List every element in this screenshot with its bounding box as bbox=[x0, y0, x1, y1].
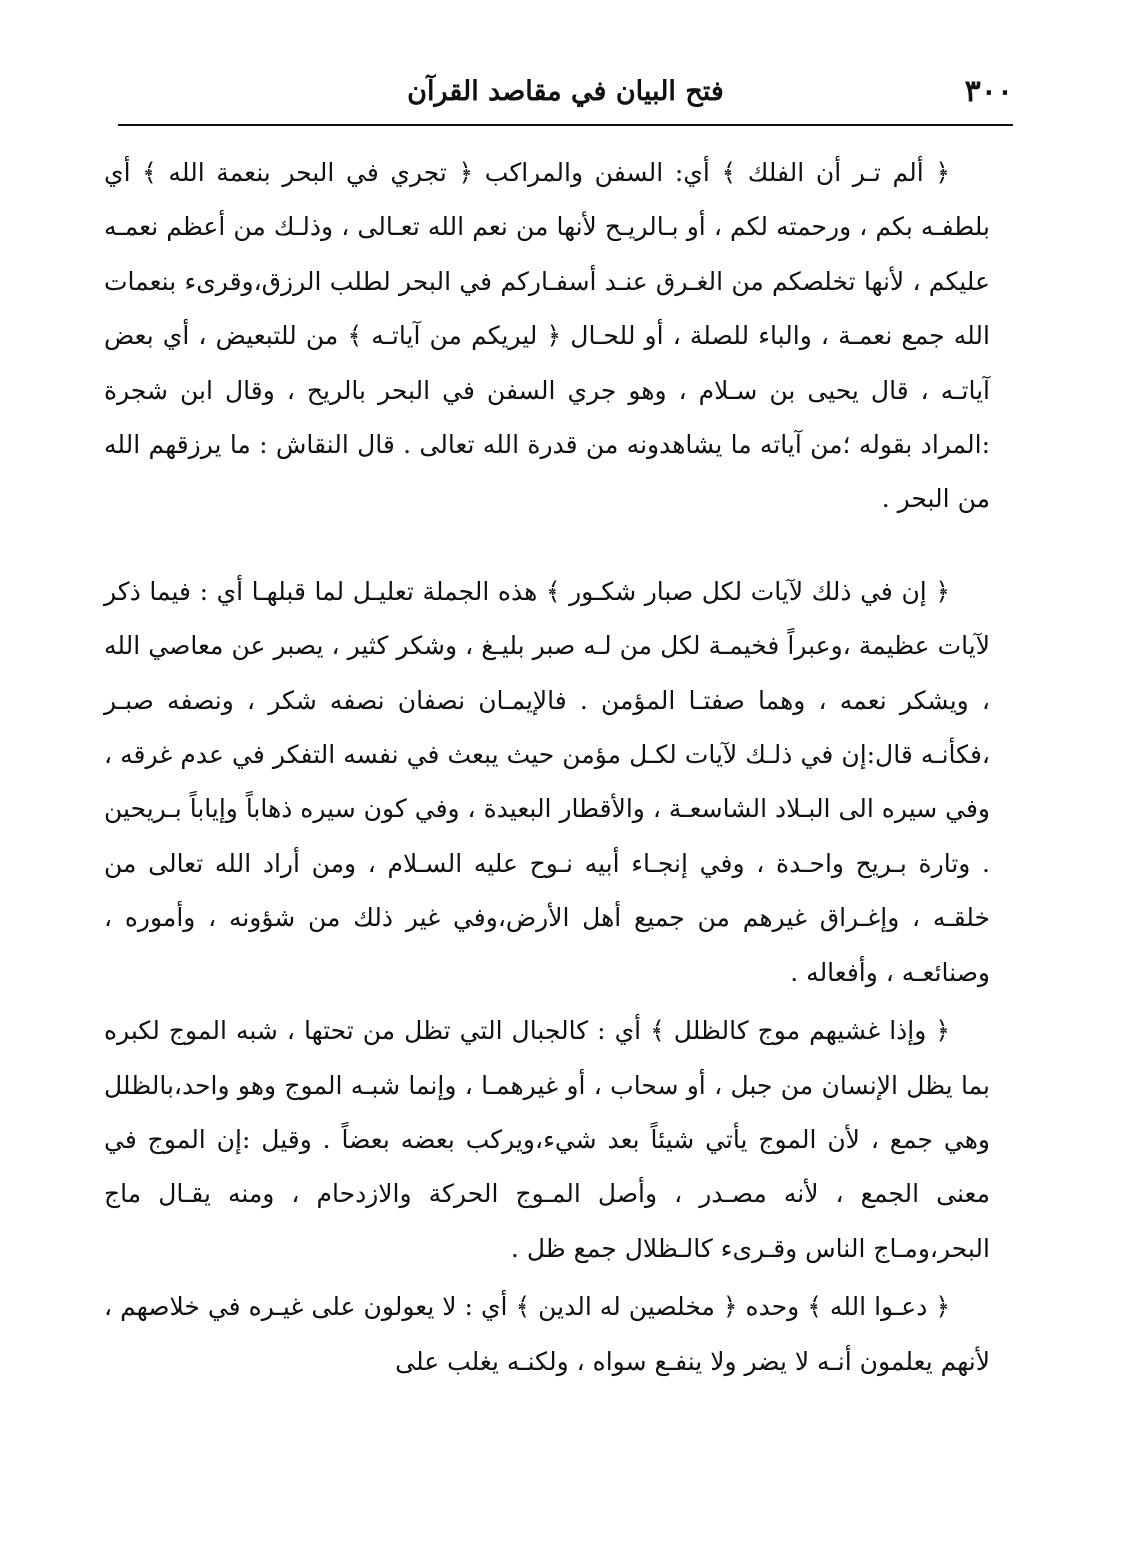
body-text bbox=[104, 146, 990, 1389]
paragraph-1: ﴿ ألم تـر أن الفلك ﴾ أي: السفن والمراكب ﴿ تجري في البحر بنعمة الله ﴾ أي بلطفـه بكم ، ورحمته لكم ، أو بـالريـح لأنها من نعم الله تعـالى ، وذلـك من أعظم نعمـه عليكم ، لأنها تخلصكم من الغـرق عنـد أسفـاركم في البحر لطلب الرزق،وقرىء بنعمات الله جمع نعمـة ، والباء للصلة ، أو للحـال ﴿ ليريكم من آياتـه ﴾ من للتبعيض ، أي بعض آياتـه ، قال يحيى بن سـلام ، وهو جري السفن في البحر بالريح ، وقال ابن شجرة :المراد بقوله ؛من آياته ما يشاهدونه من قدرة الله تعالى . قال النقاش : ما يرزقهم الله من البحر . bbox=[104, 158, 990, 514]
paragraph-3: ﴿ وإذا غشيهم موج كالظلل ﴾ أي : كالجبال التي تظل من تحتها ، شبه الموج لكبره بما يظل الإنسان من جبل ، أو سحاب ، أو غيرهمـا ، وإنما شبـه الموج وهو واحد،بالظلل وهي جمع ، لأن الموج يأتي شيئاً بعد شيء،ويركب بعضه بعضاً . وقيل :إن الموج في معنى الجمع ، لأنه مصـدر ، وأصل المـوج الحركة والازدحام ، ومنه يقـال ماج البحر،ومـاج الناس وقـرىء كالـظلال جمع ظل . bbox=[104, 1016, 990, 1263]
paragraph-4: ﴿ دعـوا الله ﴾ وحده ﴿ مخلصين له الدين ﴾ أي : لا يعولون على غيـره في خلاصهم ، لأنهم يعلمون أنـه لا يضر ولا ينفـع سواه ، ولكنـه يغلب على bbox=[104, 1292, 990, 1376]
header-divider bbox=[118, 124, 1013, 126]
running-title: فتح البيان في مقاصد القرآن bbox=[407, 76, 724, 107]
page-number: ٣٠٠ bbox=[964, 74, 1013, 109]
paragraph-2: ﴿ إن في ذلك لآيات لكل صبار شكـور ﴾ هذه الجملة تعليـل لما قبلهـا أي : فيما ذكر لآيات عظيمة ،وعبراً فخيمـة لكل من لـه صبر بليـغ ، وشكر كثير ، يصبر عن معاصي الله ، ويشكر نعمه ، وهما صفتـا المؤمن . فالإيمـان نصفان نصفه شكر ، ونصفه صبـر ،فكأنـه قال:إن في ذلـك لآيات لكـل مؤمن حيث يبعث في نفسه التفكر في عدم غرقه ، وفي سيره الى البـلاد الشاسعـة ، والأقطار البعيدة ، وفي كون سيره ذهاباً وإياباً بـريحين . وتارة بـريح واحـدة ، وفي إنجـاء أبيه نـوح عليه السـلام ، ومن أراد الله تعالى من خلقـه ، وإغـراق غيرهم من جميع أهل الأرض،وفي غير ذلك من شؤونه ، وأموره ، وصنائعـه ، وأفعاله . bbox=[104, 576, 990, 987]
page-header bbox=[118, 64, 1013, 124]
